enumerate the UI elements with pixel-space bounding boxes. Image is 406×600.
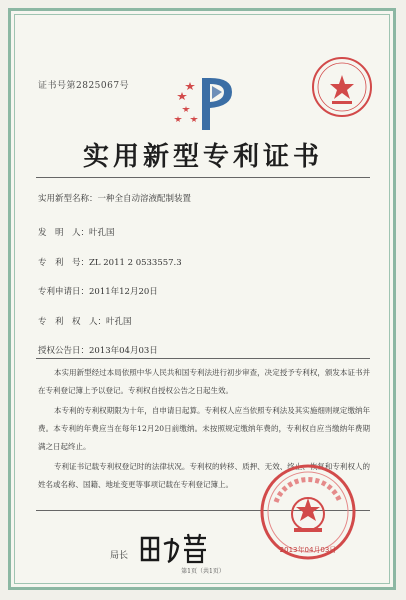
body-paragraph-1: 本实用新型经过本局依照中华人民共和国专利法进行初步审查，决定授予专利权，颁发本证书并在专利登记簿上予以登记。专利权自授权公告之日起生效。	[38, 368, 370, 395]
top-right-seal-icon	[310, 55, 374, 119]
grant-date: 授权公告日：2013年04月03日	[38, 346, 158, 356]
body-divider	[36, 358, 370, 359]
patent-number: 专 利 号：ZL 2011 2 0533557.3	[38, 258, 182, 268]
certificate-title: 实用新型专利证书	[82, 142, 323, 172]
body-paragraph-2: 本专利的专利权期限为十年，自申请日起算。专利权人应当依照专利法及其实施细则规定缴纳年费。本专利的年费应当在每年12月20日前缴纳。未按照规定缴纳年费的，专利权自应当缴纳年费期满之日起终止。	[38, 406, 370, 451]
director-label: 局长	[110, 551, 129, 561]
utility-model-name: 实用新型名称：一种全自动溶液配制装置	[38, 194, 192, 204]
official-seal-icon	[258, 462, 358, 562]
patentee: 专 利 权 人：叶孔国	[38, 317, 132, 327]
certificate-number: 证书号第2825067号	[38, 81, 130, 91]
title-divider	[36, 177, 370, 178]
seal-date: 2013年04月03日	[279, 546, 337, 554]
page-footer: 第1页（共1页）	[181, 568, 225, 575]
patent-office-emblem-icon	[172, 72, 242, 134]
inventor: 发 明 人：叶孔国	[38, 228, 115, 238]
application-date: 专利申请日：2011年12月20日	[38, 287, 158, 297]
body-paragraph-3: 专利证书记载专利权登记时的法律状况。专利权的转移、质押、无效、终止、恢复和专利权人的姓名或名称、国籍、地址变更等事项记载在专利登记簿上。	[38, 462, 370, 489]
director-signature-icon	[138, 530, 210, 566]
